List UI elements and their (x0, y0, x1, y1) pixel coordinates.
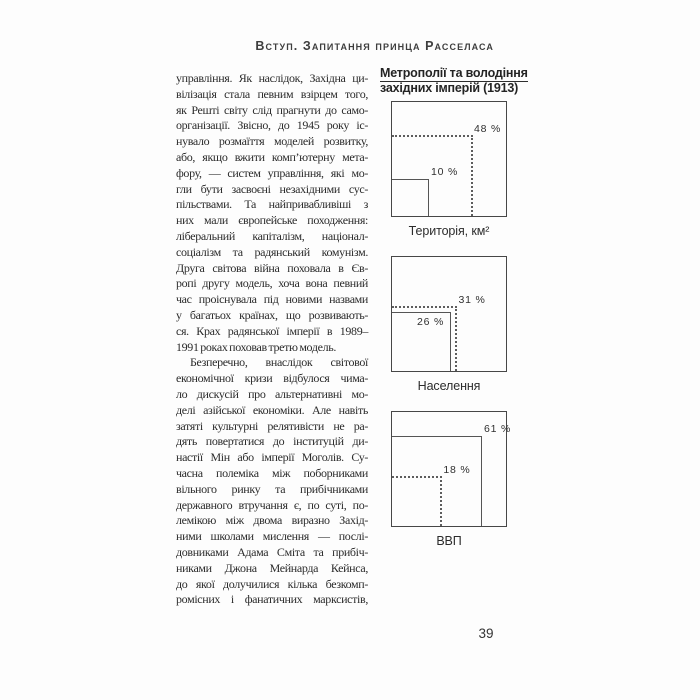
body-text-line: ліберальний капіталізм, націонал- (176, 228, 368, 243)
body-text-line: економічної кризи відбулося чима- (176, 371, 368, 386)
chart-caption: ВВП (436, 534, 462, 548)
percent-label: 26 % (417, 315, 445, 328)
body-text-line: дять повертатися до інституцій ди- (176, 434, 368, 449)
body-text-line: довниками Адама Сміта та прибіч- (176, 544, 368, 559)
body-text-line: як Решті світу слід прагнути до само- (176, 102, 368, 117)
chart-population (380, 256, 518, 394)
body-text-line: никами Джона Мейнарда Кейнса, (176, 560, 368, 575)
body-text-line: управління. Як наслідок, Західна ци- (176, 71, 368, 85)
page-number: 39 (478, 626, 494, 641)
percent-label: 18 % (443, 463, 471, 476)
chart-share-square (392, 179, 429, 216)
body-text-line: організації. Звісно, до 1945 року іс- (176, 118, 368, 133)
body-text-line: Безперечно, внаслідок світової (190, 355, 368, 370)
body-text-line: ними школами мислення — послі- (176, 529, 368, 544)
body-text-line: час проіснувала під новими назвами (176, 292, 368, 307)
figure-title (380, 66, 528, 96)
chart-territory (380, 101, 518, 239)
body-text-line: або, якщо вжити комп’ютерну мета- (176, 149, 368, 164)
body-text-line: лемікою між двома виразно Захід- (176, 513, 368, 528)
body-text-line: ромісних і фанатичних марксистів, (176, 592, 368, 607)
chart-share-square (392, 476, 442, 526)
figure-title-line1: Метрополії та володіння (380, 66, 528, 80)
figure-title-line2: західних імперій (1913) (380, 81, 519, 95)
figure-column (380, 66, 528, 566)
percent-label: 48 % (473, 123, 502, 136)
chart-outer-square (391, 101, 507, 217)
body-text-line: вілізація стала певним взірцем того, (176, 86, 368, 101)
body-text-line: до якої долучилися кілька безкомп- (176, 576, 368, 591)
chart-caption: Територія, км² (408, 224, 490, 238)
body-text-line: пільствами. Та найпривабливіші з (176, 197, 368, 212)
body-text-line: делі азійської економіки. Але навіть (176, 402, 368, 417)
percent-label: 31 % (458, 293, 486, 306)
body-text-line: нувало розмаїття моделей розвитку, (176, 134, 368, 149)
body-text-line: затяті культурні релятивісти не ра- (176, 418, 368, 433)
body-text-line: Друга світова війна поховала в Єв- (176, 260, 368, 275)
percent-label: 61 % (484, 422, 512, 435)
running-header: Вступ. Запитання принца Расселаса (255, 39, 494, 53)
chart-caption: Населення (417, 379, 481, 393)
body-text-line: ся. Крах радянської імперії в 1989– (176, 323, 368, 338)
body-text-line: у багатьох країнах, що розвивають- (176, 307, 368, 322)
body-text-line: державного втручання є, по суті, по- (176, 497, 368, 512)
body-text-line: ропі другу модель, хоча вона певний (176, 276, 368, 291)
body-text-line: фору, — систем управління, які мо- (176, 165, 368, 180)
body-text-column (176, 71, 368, 608)
chart-outer-square (391, 256, 507, 372)
body-text-line: ло дискусій про альтернативні мо- (176, 386, 368, 401)
body-text-line: них мали європейське походження: (176, 213, 368, 228)
body-text-line: настії Мін або імперії Моголів. Су- (176, 450, 368, 465)
body-text-line: 1991 роках поховав третю модель. (176, 339, 337, 354)
chart-gdp (380, 411, 518, 549)
body-text-line: часна полеміка між поборниками (176, 465, 368, 480)
body-text-line: гли бути засвоєні незахідними сус- (176, 181, 368, 196)
body-text-line: соціалізм та радянський комунізм. (176, 244, 368, 259)
percent-label: 10 % (431, 165, 459, 178)
chart-outer-square (391, 411, 512, 527)
body-text-line: вільного ринку та прибічниками (176, 481, 368, 496)
